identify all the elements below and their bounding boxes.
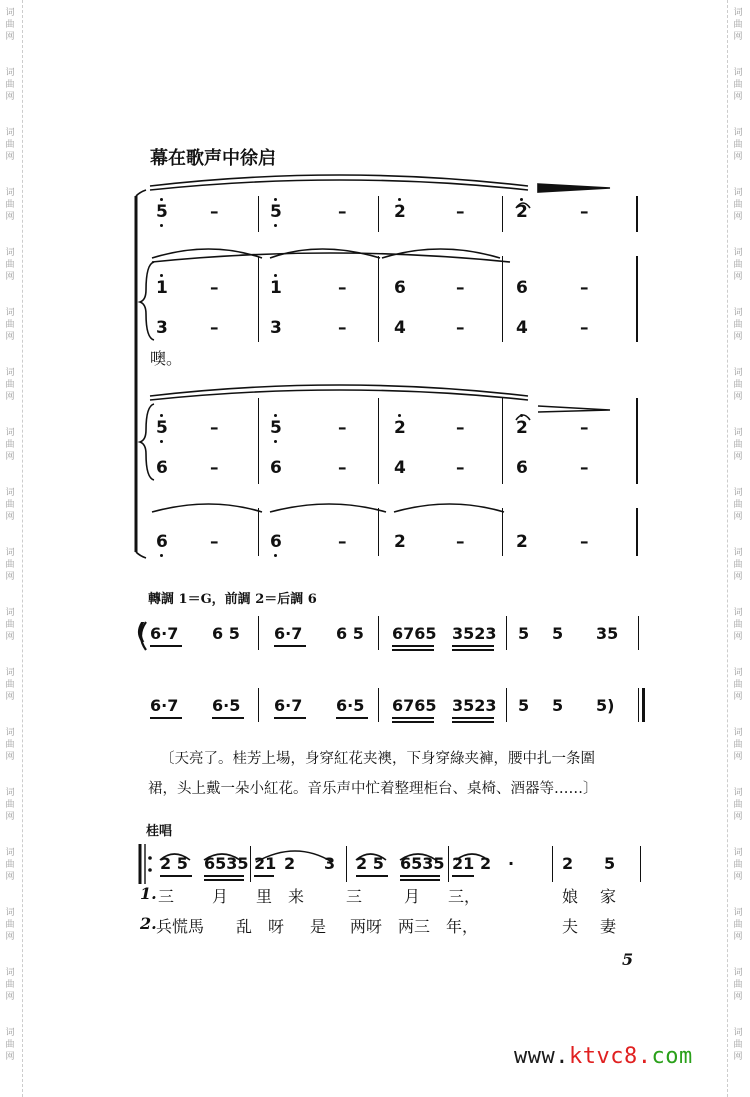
watermark-char: 词 (5, 128, 15, 138)
watermark-char: 词 (5, 1028, 15, 1038)
watermark-char: 曲 (5, 980, 15, 990)
watermark-char: 网 (733, 392, 743, 402)
watermark-char: 曲 (5, 740, 15, 750)
watermark-char: 词 (733, 668, 743, 678)
instrument-note: ( (136, 620, 147, 645)
staff-note: 4 (394, 458, 406, 478)
watermark-char: 曲 (5, 380, 15, 390)
instrument-note: 6·7 (150, 696, 179, 715)
beam-underline (392, 645, 434, 647)
barline (506, 616, 507, 650)
watermark-char: 词 (5, 428, 15, 438)
staff-note: – (338, 318, 347, 338)
page-number: 5 (622, 950, 634, 969)
final-barline (636, 398, 638, 484)
watermark-char: 曲 (733, 260, 743, 270)
beam-underline (274, 717, 306, 719)
watermark-char: 词 (733, 728, 743, 738)
watermark-char: 词 (5, 728, 15, 738)
watermark-char: 曲 (5, 200, 15, 210)
watermark-char: 曲 (5, 860, 15, 870)
watermark-char: 词 (733, 488, 743, 498)
beam-underline (452, 649, 494, 651)
barline (378, 616, 379, 650)
watermark-char: 曲 (5, 320, 15, 330)
barline (378, 256, 379, 342)
beam-underline (336, 717, 368, 719)
watermark-char: 词 (5, 248, 15, 258)
watermark-char: 网 (733, 812, 743, 822)
octave-dot-above (160, 414, 163, 417)
watermark-char: 网 (5, 812, 15, 822)
barline (250, 846, 251, 882)
barline (502, 398, 503, 484)
barline (258, 688, 259, 722)
staff-note: – (338, 278, 347, 298)
watermark-char: 词 (5, 68, 15, 78)
octave-dot-above (398, 198, 401, 201)
staff-note: – (456, 318, 465, 338)
octave-dot-above (160, 274, 163, 277)
watermark-char: 曲 (5, 20, 15, 30)
watermark-char: 网 (5, 992, 15, 1002)
verse-number: 2. (140, 914, 157, 933)
watermark-char: 词 (5, 608, 15, 618)
octave-dot-above (274, 414, 277, 417)
watermark-char: 网 (5, 932, 15, 942)
staff-note: – (338, 418, 347, 438)
staff-note: 6 (394, 278, 406, 298)
staff-note: 5 (270, 418, 282, 438)
watermark-char: 词 (5, 668, 15, 678)
stage-direction-line2: 裙，头上戴一朵小紅花。音乐声中忙着整理柜台、桌椅、酒器等……〕 (148, 781, 598, 797)
lyric-word: 两三 (398, 917, 431, 936)
watermark-char: 词 (5, 188, 15, 198)
watermark-char: 曲 (733, 20, 743, 30)
watermark-char: 曲 (5, 560, 15, 570)
beam-underline (356, 875, 388, 877)
watermark-char: 曲 (733, 620, 743, 630)
lyric-word: 年， (446, 917, 479, 936)
watermark-char: 曲 (733, 920, 743, 930)
watermark-char: 曲 (733, 560, 743, 570)
lyric-word: 是 (310, 917, 327, 936)
instrument-note: 6·5 (212, 696, 241, 715)
instrument-note: 6·7 (150, 624, 179, 643)
instrument-note: 6 5 (212, 624, 240, 643)
watermark-char: 曲 (5, 260, 15, 270)
watermark-char: 词 (733, 608, 743, 618)
watermark-char: 网 (5, 632, 15, 642)
watermark-char: 曲 (733, 500, 743, 510)
staff-note: 3 (270, 318, 282, 338)
barline (258, 398, 259, 484)
octave-dot-above (398, 414, 401, 417)
instrument-note: 6 5 (336, 624, 364, 643)
staff-note: – (580, 418, 589, 438)
final-barline (642, 688, 645, 722)
watermark-char: 网 (733, 152, 743, 162)
watermark-char: 网 (733, 452, 743, 462)
octave-dot-below (274, 554, 277, 557)
beam-underline (254, 875, 274, 877)
lyric-word: 兵慌馬 (156, 917, 205, 936)
watermark-char: 词 (5, 368, 15, 378)
staff-note: – (338, 202, 347, 222)
watermark-char: 网 (733, 632, 743, 642)
staff-note: – (456, 418, 465, 438)
watermark-char: 曲 (733, 740, 743, 750)
watermark-char: 曲 (733, 1040, 743, 1050)
beam-underline (212, 717, 244, 719)
stage-direction-line1: 〔天亮了。桂芳上場，身穿紅花夹襖，下身穿綠夹褲，腰中扎一条圍 (160, 751, 595, 767)
barline (448, 846, 449, 882)
watermark-char: 网 (733, 212, 743, 222)
beam-underline (392, 721, 434, 723)
lyric-word: 娘 (562, 887, 579, 906)
beam-underline (274, 645, 306, 647)
beam-underline (452, 721, 494, 723)
staff-note: 2 (516, 532, 528, 552)
barline (346, 846, 347, 882)
key-change-text: 轉調 1＝G，前調 2＝后調 6 (148, 592, 317, 607)
barline (378, 196, 379, 232)
staff-note: – (580, 278, 589, 298)
site-url-brand: ktvc8. (568, 1044, 652, 1069)
staff-note: 6 (270, 532, 282, 552)
barline (638, 688, 639, 722)
watermark-char: 网 (5, 212, 15, 222)
song-note: 3 (324, 854, 336, 873)
watermark-char: 网 (5, 572, 15, 582)
octave-dot-above (160, 198, 163, 201)
lyric-word: 月 (212, 887, 229, 906)
watermark-char: 词 (733, 368, 743, 378)
watermark-char: 网 (5, 1052, 15, 1062)
watermark-char: 词 (5, 308, 15, 318)
instrument-note: 5 (552, 696, 564, 715)
watermark-char: 网 (733, 92, 743, 102)
staff-note: 2 (394, 532, 406, 552)
octave-dot-below (160, 440, 163, 443)
barline (552, 846, 553, 882)
site-url[interactable] (514, 1044, 693, 1069)
staff-note: 5 (156, 202, 168, 222)
lyric-word: 妻 (600, 917, 617, 936)
barline (258, 256, 259, 342)
song-note: 2 (562, 854, 574, 873)
instrument-note: 3523 (452, 624, 497, 643)
watermark-char: 网 (5, 92, 15, 102)
lyric-word: 三 (158, 887, 175, 906)
instrument-note: 6·5 (336, 696, 365, 715)
octave-dot-above (520, 414, 523, 417)
watermark-char: 词 (5, 548, 15, 558)
song-note: 6535 (204, 854, 249, 873)
barline (378, 398, 379, 484)
staff-note: – (210, 418, 219, 438)
watermark-char: 词 (733, 788, 743, 798)
beam-underline (452, 875, 474, 877)
staff-note: 2 (394, 202, 406, 222)
beam-underline (150, 645, 182, 647)
octave-dot-below (160, 224, 163, 227)
final-barline (636, 508, 638, 556)
watermark-char: 曲 (733, 320, 743, 330)
watermark-char: 曲 (733, 980, 743, 990)
lyric-word: 来 (288, 887, 305, 906)
song-note: 21 (254, 854, 277, 873)
watermark-char: 词 (733, 548, 743, 558)
final-barline (636, 196, 638, 232)
beam-underline (392, 717, 434, 719)
staff-note: 6 (270, 458, 282, 478)
staff-note: – (580, 318, 589, 338)
watermark-char: 曲 (733, 380, 743, 390)
lyric-word: 夫 (562, 917, 579, 936)
watermark-char: 网 (5, 872, 15, 882)
watermark-char: 网 (733, 1052, 743, 1062)
staff-note: 6 (516, 458, 528, 478)
watermark-char: 网 (733, 992, 743, 1002)
barline (378, 508, 379, 556)
instrument-note: 6·7 (274, 696, 303, 715)
lyric-word: 三 (346, 887, 363, 906)
watermark-char: 网 (5, 152, 15, 162)
lyric-word: 里 (256, 887, 273, 906)
watermark-char: 曲 (5, 620, 15, 630)
song-note: 2 (480, 854, 492, 873)
beam-underline (204, 875, 244, 877)
watermark-char: 曲 (5, 500, 15, 510)
watermark-char: 词 (5, 8, 15, 18)
watermark-char: 曲 (5, 1040, 15, 1050)
watermark-char: 曲 (5, 680, 15, 690)
watermark-char: 网 (733, 512, 743, 522)
staff-note: – (456, 202, 465, 222)
octave-dot-below (274, 440, 277, 443)
instrument-note: 6765 (392, 624, 437, 643)
barline (638, 616, 639, 650)
song-note: 2 5 (160, 854, 188, 873)
staff-note: 1 (270, 278, 282, 298)
staff-note: 6 (156, 532, 168, 552)
octave-dot-below (274, 224, 277, 227)
site-url-prefix: www. (514, 1044, 569, 1069)
watermark-char: 网 (5, 392, 15, 402)
watermark-char: 网 (5, 452, 15, 462)
beam-underline (204, 879, 244, 881)
beam-underline (400, 879, 440, 881)
watermark-char: 网 (733, 332, 743, 342)
watermark-char: 曲 (5, 440, 15, 450)
beam-underline (452, 645, 494, 647)
singer-label: 桂唱 (146, 824, 173, 839)
instrument-note: 5 (518, 624, 530, 643)
staff-note: 2 (516, 202, 528, 222)
watermark-char: 词 (733, 188, 743, 198)
watermark-char: 曲 (5, 80, 15, 90)
octave-dot-above (274, 274, 277, 277)
staff-note: – (580, 202, 589, 222)
staff-note: – (210, 318, 219, 338)
watermark-char: 曲 (733, 440, 743, 450)
staff-note: – (580, 458, 589, 478)
watermark-char: 词 (5, 908, 15, 918)
watermark-char: 网 (5, 272, 15, 282)
staff-note: 6 (156, 458, 168, 478)
staff-note: 5 (156, 418, 168, 438)
watermark-char: 词 (5, 848, 15, 858)
song-note: 5 (604, 854, 616, 873)
barline (502, 196, 503, 232)
beam-underline (452, 717, 494, 719)
staff-note: – (456, 458, 465, 478)
watermark-char: 曲 (733, 800, 743, 810)
watermark-char: 词 (733, 248, 743, 258)
barline (258, 616, 259, 650)
watermark-char: 网 (733, 692, 743, 702)
lyric-word: 月 (404, 887, 421, 906)
lyric-word: 乱 (236, 917, 253, 936)
lyric-word: 家 (600, 887, 617, 906)
watermark-char: 网 (5, 32, 15, 42)
staff-note: – (338, 458, 347, 478)
watermark-char: 词 (733, 428, 743, 438)
beam-underline (400, 875, 440, 877)
staff-note: 5 (270, 202, 282, 222)
staff-note: – (456, 278, 465, 298)
brace (140, 262, 154, 340)
watermark-char: 词 (733, 308, 743, 318)
watermark-char: 曲 (733, 860, 743, 870)
lyric-word: 呀 (268, 917, 285, 936)
watermark-char: 网 (733, 32, 743, 42)
site-url-suffix: com (651, 1044, 693, 1069)
song-note: 21 (452, 854, 475, 873)
watermark-char: 词 (733, 128, 743, 138)
octave-dot-above (274, 198, 277, 201)
instrument-note: 5) (596, 696, 615, 715)
watermark-char: 曲 (5, 800, 15, 810)
watermark-char: 词 (5, 788, 15, 798)
octave-dot-below (160, 554, 163, 557)
watermark-char: 网 (5, 512, 15, 522)
instrument-note: 35 (596, 624, 619, 643)
barline (640, 846, 641, 882)
watermark-char: 网 (733, 872, 743, 882)
song-note: 6535 (400, 854, 445, 873)
watermark-char: 网 (733, 752, 743, 762)
staff-note: – (210, 278, 219, 298)
watermark-char: 曲 (733, 200, 743, 210)
staff-note: 4 (516, 318, 528, 338)
barline (258, 508, 259, 556)
watermark-char: 网 (5, 332, 15, 342)
barline (502, 256, 503, 342)
staff-note: – (456, 532, 465, 552)
beam-underline (160, 875, 192, 877)
watermark-char: 词 (733, 1028, 743, 1038)
barline (258, 196, 259, 232)
staff-note: 2 (516, 418, 528, 438)
lyric-word: 两呀 (350, 917, 383, 936)
instrument-note: 5 (518, 696, 530, 715)
lyric-word: 三， (448, 887, 481, 906)
watermark-char: 词 (733, 968, 743, 978)
staff-note: – (338, 532, 347, 552)
octave-dot-above (520, 198, 523, 201)
watermark-char: 网 (5, 692, 15, 702)
song-note: 2 5 (356, 854, 384, 873)
staff-note: – (210, 532, 219, 552)
barline (506, 688, 507, 722)
watermark-char: 网 (5, 752, 15, 762)
watermark-char: 网 (733, 272, 743, 282)
brace (140, 404, 154, 480)
song-note: 2 (284, 854, 296, 873)
watermark-char: 词 (733, 68, 743, 78)
watermark-char: 网 (733, 932, 743, 942)
watermark-char: 曲 (733, 80, 743, 90)
instrument-note: 6·7 (274, 624, 303, 643)
watermark-char: 词 (733, 8, 743, 18)
staff-note: – (580, 532, 589, 552)
staff-note: 3 (156, 318, 168, 338)
barline (502, 508, 503, 556)
watermark-char: 曲 (733, 680, 743, 690)
watermark-char: 词 (733, 908, 743, 918)
staff-note: 1 (156, 278, 168, 298)
instrument-note: 3523 (452, 696, 497, 715)
watermark-char: 曲 (733, 140, 743, 150)
instrument-note: 5 (552, 624, 564, 643)
staff-note: – (210, 202, 219, 222)
watermark-char: 词 (5, 488, 15, 498)
verse-number: 1. (140, 884, 157, 903)
instrument-note: 6765 (392, 696, 437, 715)
lyric-interjection: 噢。 (150, 349, 183, 368)
watermark-char: 词 (733, 848, 743, 858)
staff-note: 2 (394, 418, 406, 438)
page-heading: 幕在歌声中徐启 (150, 148, 276, 169)
watermark-char: 网 (733, 572, 743, 582)
staff-note: 6 (516, 278, 528, 298)
staff-note: 4 (394, 318, 406, 338)
barline (378, 688, 379, 722)
watermark-char: 曲 (5, 140, 15, 150)
beam-underline (150, 717, 182, 719)
song-note: · (508, 854, 515, 873)
final-barline (636, 256, 638, 342)
beam-underline (392, 649, 434, 651)
staff-note: – (210, 458, 219, 478)
watermark-char: 词 (5, 968, 15, 978)
watermark-char: 曲 (5, 920, 15, 930)
